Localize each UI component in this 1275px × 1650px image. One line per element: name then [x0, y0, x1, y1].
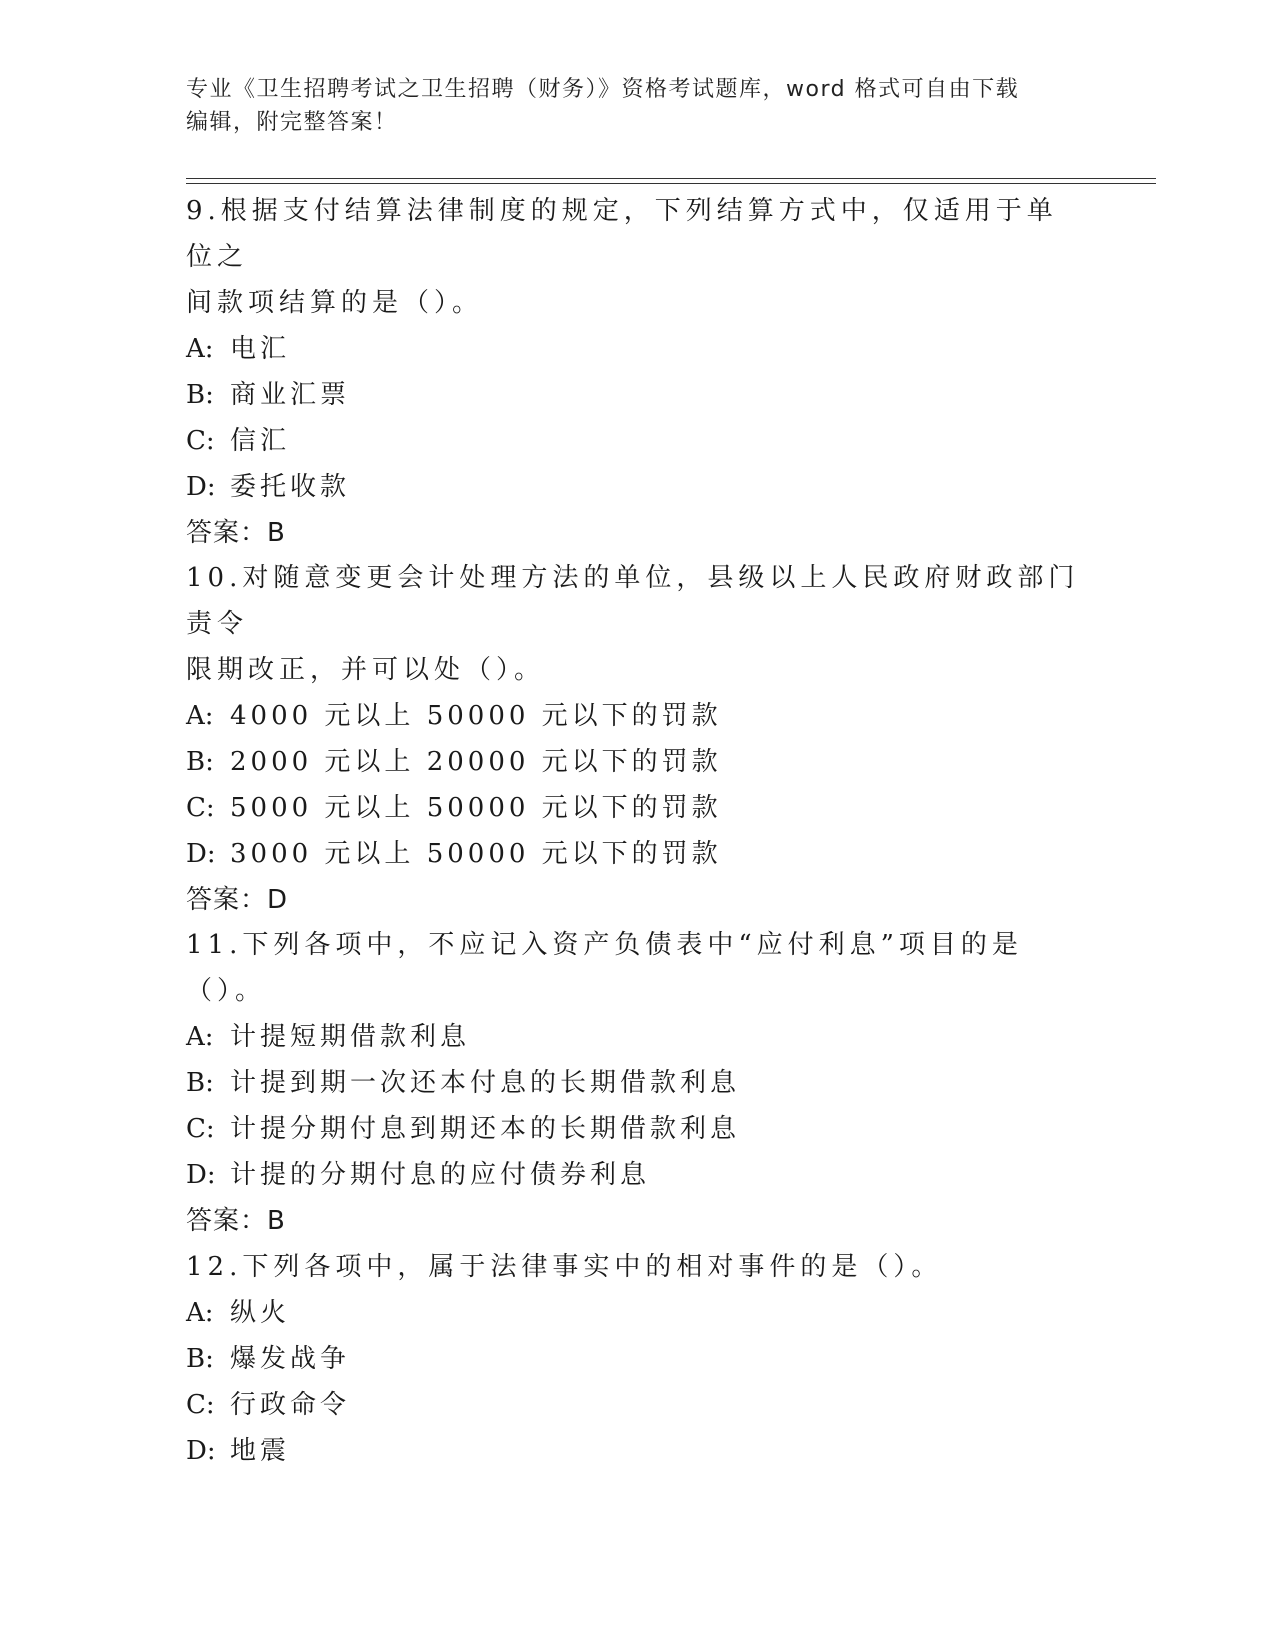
option-text: 5000 元以上 50000 元以下的罚款 [230, 793, 722, 823]
question-stem-line-1: 11.下列各项中，不应记入资产负债表中“应付利息”项目的是（）。 [186, 930, 1023, 1006]
question-stem-line-1: 12.下列各项中，属于法律事实中的相对事件的是（）。 [186, 1252, 943, 1282]
option-d [186, 831, 1086, 877]
option-text: 2000 元以上 20000 元以下的罚款 [230, 747, 722, 777]
option-b [186, 739, 1086, 785]
option-letter: D: [186, 1436, 216, 1466]
option-letter: A: [186, 334, 214, 364]
option-letter: A: [186, 701, 214, 731]
option-b [186, 1060, 1086, 1106]
option-letter: C: [186, 426, 215, 456]
question-stem-line-1: 9.根据支付结算法律制度的规定，下列结算方式中，仅适用于单位之 [186, 196, 1058, 272]
option-text: 计提短期借款利息 [230, 1022, 471, 1052]
option-text: 计提到期一次还本付息的长期借款利息 [230, 1068, 741, 1098]
option-c [186, 1382, 1086, 1428]
header-divider-top [186, 178, 1156, 179]
option-letter: B: [186, 1344, 214, 1374]
option-d [186, 1428, 1086, 1474]
option-text: 4000 元以上 50000 元以下的罚款 [230, 701, 722, 731]
answer-line: 答案：B [186, 518, 286, 548]
option-c [186, 418, 1086, 464]
option-text: 委托收款 [230, 472, 351, 502]
document-header [186, 73, 1066, 139]
option-letter: D: [186, 472, 216, 502]
question-10 [186, 555, 1086, 923]
option-text: 计提的分期付息的应付债券利息 [230, 1160, 651, 1190]
option-letter: C: [186, 793, 215, 823]
question-stem-line-2: 限期改正，并可以处（）。 [186, 655, 546, 685]
answer-line: 答案：B [186, 1206, 286, 1236]
option-text: 计提分期付息到期还本的长期借款利息 [230, 1114, 741, 1144]
option-text: 信汇 [230, 426, 291, 456]
option-letter: C: [186, 1390, 215, 1420]
option-letter: B: [186, 747, 214, 777]
option-a [186, 693, 1086, 739]
option-a [186, 1014, 1086, 1060]
answer-line: 答案：D [186, 885, 289, 915]
option-text: 电汇 [230, 334, 291, 364]
option-letter: D: [186, 839, 216, 869]
option-text: 商业汇票 [230, 380, 351, 410]
option-d [186, 1152, 1086, 1198]
header-divider-bottom [186, 183, 1156, 184]
question-12 [186, 1244, 1086, 1474]
option-a [186, 1290, 1086, 1336]
option-c [186, 785, 1086, 831]
option-text: 地震 [230, 1436, 291, 1466]
header-line-2: 编辑，附完整答案！ [186, 110, 398, 135]
option-letter: A: [186, 1298, 214, 1328]
option-b [186, 1336, 1086, 1382]
option-text: 3000 元以上 50000 元以下的罚款 [230, 839, 722, 869]
question-stem-line-2: 间款项结算的是（）。 [186, 288, 484, 318]
question-11 [186, 922, 1086, 1244]
option-d [186, 464, 1086, 510]
option-letter: A: [186, 1022, 214, 1052]
option-c [186, 1106, 1086, 1152]
option-letter: B: [186, 380, 214, 410]
option-text: 爆发战争 [230, 1344, 351, 1374]
option-letter: C: [186, 1114, 215, 1144]
option-letter: D: [186, 1160, 216, 1190]
option-text: 纵火 [230, 1298, 291, 1328]
option-letter: B: [186, 1068, 214, 1098]
option-a [186, 326, 1086, 372]
question-9 [186, 188, 1086, 556]
option-text: 行政命令 [230, 1390, 351, 1420]
header-line-1: 专业《卫生招聘考试之卫生招聘（财务）》资格考试题库，word 格式可自由下载 [186, 77, 1020, 102]
option-b [186, 372, 1086, 418]
question-stem-line-1: 10.对随意变更会计处理方法的单位，县级以上人民政府财政部门责令 [186, 563, 1080, 639]
